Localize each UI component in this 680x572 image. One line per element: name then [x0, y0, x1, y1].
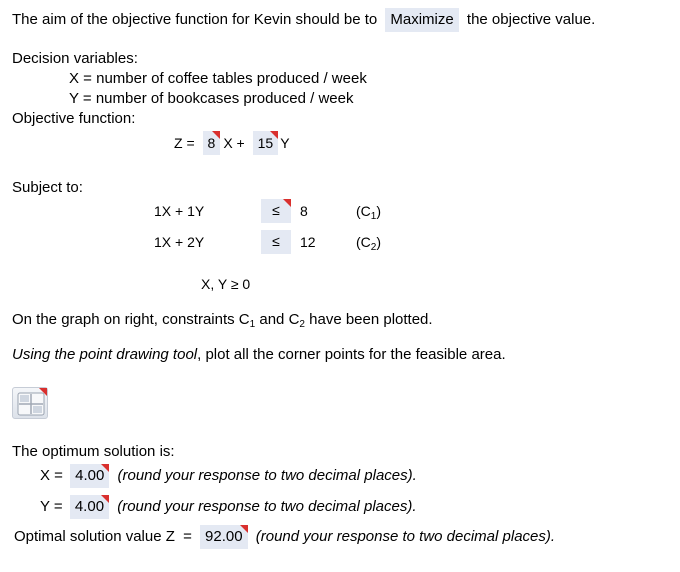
objective-function-heading: Objective function: — [12, 110, 136, 127]
x-solution-label: X = — [40, 467, 63, 484]
y-rounding-hint: (round your response to two decimal places). — [117, 498, 417, 515]
z-solution-input[interactable]: 92.00 — [200, 525, 248, 549]
graph-note: On the graph on right, constraints $C_1$ and $C_2$ have been plotted. — [12, 311, 433, 330]
tool-flag-marker — [39, 388, 47, 396]
point-drawing-tool-button[interactable] — [12, 387, 48, 419]
objective-function-expression — [174, 131, 290, 155]
x-variable-definition: X = number of coffee tables produced / week — [69, 70, 367, 87]
non-negativity-constraint: X, Y ≥ 0 — [201, 276, 251, 292]
constraint-1-rhs: 8 — [300, 203, 308, 219]
y-solution-input[interactable]: 4.00 — [70, 495, 109, 519]
constraint-1-lhs: 1X + 1Y — [154, 203, 205, 219]
constraint-2-lhs: 1X + 2Y — [154, 234, 205, 250]
constraint-1-sign-select[interactable]: ≤ — [261, 199, 291, 223]
y-coefficient-input[interactable]: 15 — [253, 131, 279, 155]
z-equals-sign: = — [183, 528, 192, 545]
objective-direction-select[interactable]: Maximize — [385, 8, 458, 32]
z-solution-row — [14, 525, 555, 549]
z-label: Z = — [174, 135, 195, 151]
decision-variables-heading: Decision variables: — [12, 50, 138, 67]
objective-aim-sentence — [12, 8, 595, 32]
subject-to-heading: Subject to: — [12, 179, 83, 196]
x-solution-input[interactable]: 4.00 — [70, 464, 109, 488]
x-rounding-hint: (round your response to two decimal places). — [117, 467, 417, 484]
y-solution-label: Y = — [40, 498, 63, 515]
y-solution-row — [40, 495, 417, 519]
constraint-2-rhs: 12 — [300, 234, 316, 250]
y-term-label: Y — [280, 135, 290, 151]
z-rounding-hint: (round your response to two decimal places). — [255, 528, 556, 545]
x-term-label: X + — [223, 135, 245, 151]
constraint-2-sign-select[interactable]: ≤ — [261, 230, 291, 254]
z-solution-label: Optimal solution value Z — [14, 528, 175, 545]
y-variable-definition: Y = number of bookcases produced / week — [69, 90, 354, 107]
x-solution-row — [40, 464, 417, 488]
aim-prefix: The aim of the objective function for Kevin should be to — [12, 11, 378, 28]
optimum-solution-heading: The optimum solution is: — [12, 443, 175, 460]
constraint-2-label: $(C_2)$ — [356, 234, 382, 253]
plot-instruction: Using the point drawing tool, plot all the corner points for the feasible area. — [12, 346, 506, 363]
x-coefficient-input[interactable]: 8 — [203, 131, 221, 155]
constraint-1-label: $(C_1)$ — [356, 203, 382, 222]
aim-suffix: the objective value. — [466, 11, 596, 28]
